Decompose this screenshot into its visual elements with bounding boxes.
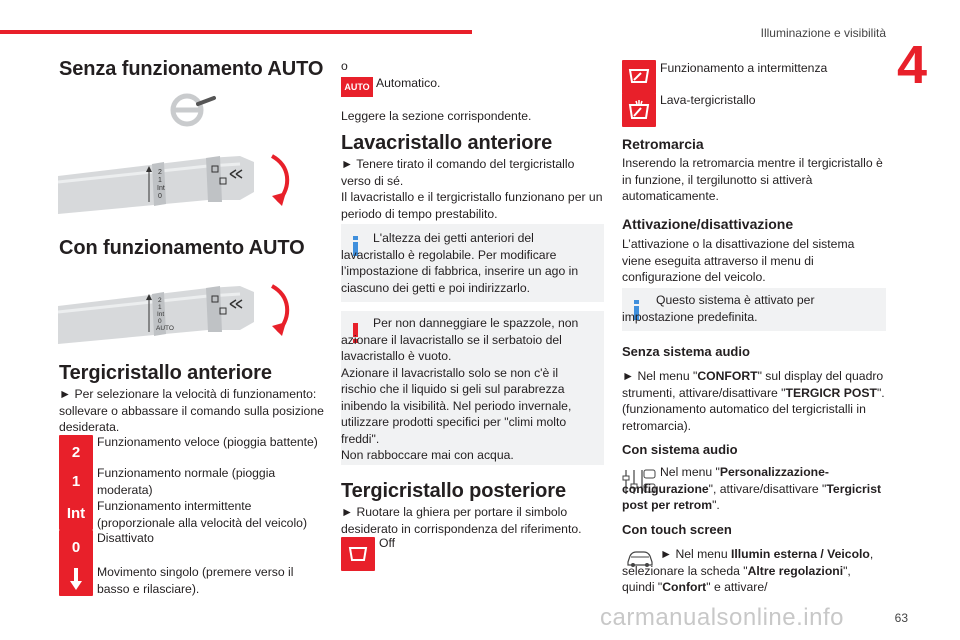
no-audio-text: ► Nel menu "CONFORT" sul display del quadro strumenti, attivare/disattivare "TERGICR POST". (funzionamento automatico del tergicristalli in retromarcia). bbox=[622, 369, 885, 433]
heading-no-audio: Senza sistema audio bbox=[622, 344, 750, 359]
steering-wheel-icon bbox=[168, 92, 218, 128]
svg-text:AUTO: AUTO bbox=[156, 325, 174, 332]
svg-text:Int: Int bbox=[157, 185, 165, 192]
info-box-jets-text: L'altezza dei getti anteriori del lavacristallo è regolabile. Per modificare l’impostazione di fabbrica, inserire un ago in ciascuno dei getti e poi indirizzarlo. bbox=[341, 231, 579, 295]
watermark: carmanualsonline.info bbox=[600, 604, 844, 631]
single-wipe-label: Movimento singolo (premere verso il basso e rilasciare). bbox=[97, 565, 294, 596]
heading-no-auto: Senza funzionamento AUTO bbox=[59, 58, 324, 80]
svg-text:0: 0 bbox=[158, 193, 162, 200]
heading-audio: Con sistema audio bbox=[622, 442, 738, 457]
svg-text:1: 1 bbox=[158, 177, 162, 184]
svg-text:2: 2 bbox=[158, 297, 162, 304]
svg-text:2: 2 bbox=[158, 169, 162, 176]
heading-rear-wiper: Tergicristallo posteriore bbox=[341, 480, 566, 502]
header-accent-bar bbox=[0, 30, 472, 34]
auto-label: Automatico. bbox=[376, 76, 441, 90]
info-box-jets bbox=[341, 224, 604, 302]
auto-badge-icon: AUTO bbox=[341, 77, 373, 97]
heading-activation: Attivazione/disattivazione bbox=[622, 216, 794, 232]
speed-2-label: Funzionamento veloce (pioggia battente) bbox=[97, 435, 318, 449]
intermittent-label: Funzionamento intermittente (proporzionale alla velocità del veicolo) bbox=[97, 499, 308, 530]
rear-wiper-intermittent-icon bbox=[628, 67, 650, 87]
info-box-default bbox=[622, 288, 886, 331]
rear-intermittent-icon bbox=[622, 60, 656, 94]
front-wiper-intro: ► Per selezionare la velocità di funzionamento: sollevare o abbassare il comando sulla posizione desiderata. bbox=[59, 387, 324, 434]
rear-washer-icon bbox=[628, 99, 650, 121]
rear-washwipe-label: Lava-tergicristallo bbox=[660, 93, 756, 107]
or-text: o bbox=[341, 59, 348, 73]
read-section-text: Leggere la sezione corrispondente. bbox=[341, 109, 532, 123]
intermittent-icon: Int bbox=[59, 496, 93, 530]
chapter-number: 4 bbox=[897, 35, 928, 95]
rear-off-icon bbox=[341, 537, 375, 571]
heading-front-wiper: Tergicristallo anteriore bbox=[59, 362, 272, 384]
speed-1-label: Funzionamento normale (pioggia moderata) bbox=[97, 466, 276, 497]
svg-text:1: 1 bbox=[158, 304, 162, 311]
rear-wiper-text: ► Ruotare la ghiera per portare il simbolo desiderato in corrispondenza del riferimento. bbox=[341, 505, 582, 536]
info-box-default-text: Questo sistema è attivato per impostazione predefinita. bbox=[622, 293, 815, 324]
front-washer-text: ► Tenere tirato il comando del tergicristallo verso di sé. Il lavacristallo e il tergicristallo funzionano per un periodo di tempo prestabilito. bbox=[341, 157, 603, 221]
speed-2-icon: 2 bbox=[59, 435, 93, 469]
off-0-icon: 0 bbox=[59, 530, 93, 564]
audio-text: Nel menu "Personalizzazione-configurazione", attivare/disattivare "Tergicrist post per retrom". bbox=[622, 465, 882, 512]
heading-touch: Con touch screen bbox=[622, 522, 732, 537]
activation-text: L’attivazione o la disattivazione del sistema viene eseguita attraverso il menu di configurazione del veicolo. bbox=[622, 237, 855, 284]
off-0-label: Disattivato bbox=[97, 531, 154, 545]
rear-off-label: Off bbox=[379, 536, 396, 550]
svg-text:0: 0 bbox=[158, 318, 162, 325]
heading-auto: Con funzionamento AUTO bbox=[59, 237, 305, 259]
arrow-down-icon bbox=[68, 567, 84, 591]
rear-window-icon bbox=[348, 544, 368, 564]
warning-box-washer bbox=[341, 311, 604, 465]
heading-reverse: Retromarcia bbox=[622, 136, 704, 152]
touch-text: ► Nel menu Illumin esterna / Veicolo, selezionare la scheda "Altre regolazioni", quindi "Confort" e attivare/ bbox=[622, 547, 874, 594]
wiper-stalk-illustration bbox=[58, 142, 298, 220]
rear-intermittent-label: Funzionamento a intermittenza bbox=[660, 61, 828, 75]
wiper-stalk-auto-illustration bbox=[58, 272, 298, 350]
speed-1-icon: 1 bbox=[59, 464, 93, 498]
svg-text:Int: Int bbox=[157, 311, 165, 318]
heading-front-washer: Lavacristallo anteriore bbox=[341, 132, 553, 154]
page-number: 63 bbox=[894, 611, 908, 625]
reverse-text: Inserendo la retromarcia mentre il tergicristallo è in funzione, il tergilunotto si attiverà automaticamente. bbox=[622, 156, 883, 203]
section-title: Illuminazione e visibilità bbox=[760, 26, 886, 40]
single-wipe-icon bbox=[59, 562, 93, 596]
warning-box-washer-text: Per non danneggiare le spazzole, non azionare il lavacristallo se il serbatoio del lavacristallo è vuoto. Azionare il lavacristallo solo se non c'è il rischio che il liquido si geli sul parabrezza inibendo la visibilità. Nel periodo invernale, utilizzare prodotti specifici per "climi molto freddi". Non rabboccare mai con acqua. bbox=[341, 316, 579, 462]
rear-washwipe-icon bbox=[622, 93, 656, 127]
